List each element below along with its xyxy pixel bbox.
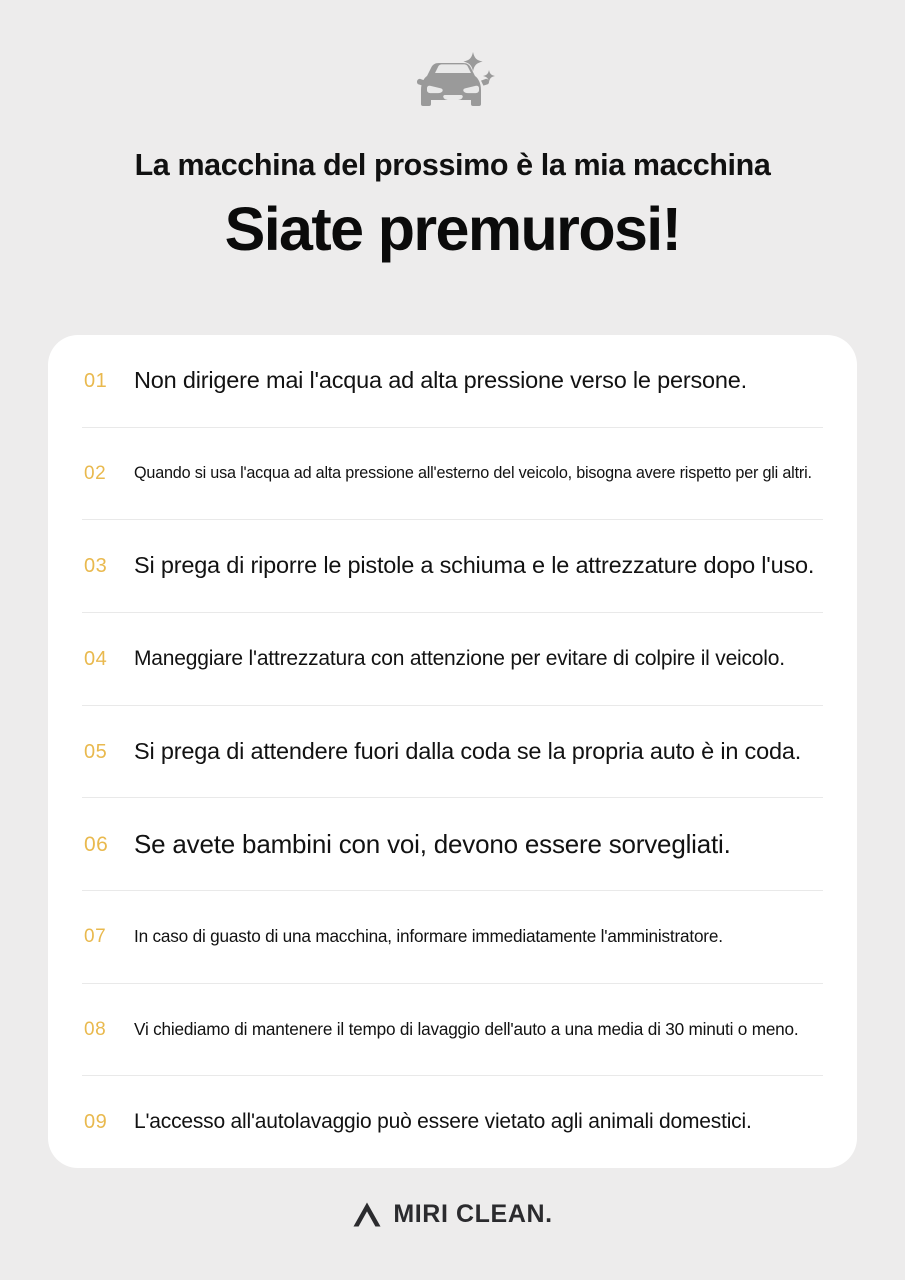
sparkling-car-icon [405, 44, 501, 122]
rule-number: 07 [84, 926, 107, 948]
subtitle-line: La macchina del prossimo è la mia macchina [134, 148, 771, 182]
rule-text: Maneggiare l'attrezzatura con attenzione per evitare di colpire il veicolo. [134, 646, 785, 670]
rule-text: Si prega di attendere fuori dalla coda se la propria auto è in coda. [134, 737, 802, 764]
page-title: Siate premurosi! [224, 195, 681, 264]
rule-text: Si prega di riporre le pistole a schiuma e le attrezzature dopo l'uso. [134, 552, 815, 579]
rule-text: Se avete bambini con voi, devono essere sorvegliati. [134, 828, 731, 859]
rule-row [80, 520, 825, 612]
rule-text: Non dirigere mai l'acqua ad alta pressione verso le persone. [134, 367, 747, 394]
rule-row [80, 335, 825, 427]
rules-card [48, 335, 857, 1168]
rule-row [80, 706, 825, 798]
rule-number: 02 [84, 462, 107, 484]
rule-row [80, 428, 825, 520]
rule-text: In caso di guasto di una macchina, informare immediatamente l'amministratore. [134, 926, 723, 947]
rule-row [80, 1076, 825, 1168]
rule-number: 08 [84, 1019, 107, 1041]
rule-row [80, 798, 825, 890]
rule-number: 03 [84, 555, 108, 578]
brand-name: MIRI CLEAN. [393, 1200, 553, 1228]
rule-row [80, 891, 825, 983]
rule-number: 05 [84, 740, 108, 763]
rule-number: 09 [84, 1111, 108, 1134]
rule-row [80, 984, 825, 1076]
rule-number: 04 [84, 647, 108, 670]
heading-group [0, 148, 905, 263]
rule-number: 01 [84, 369, 108, 392]
rule-text: Vi chiediamo di mantenere il tempo di lavaggio dell'auto a una media di 30 minuti o meno. [134, 1018, 799, 1039]
rule-row [80, 613, 825, 705]
rule-text: Quando si usa l'acqua ad alta pressione all'esterno del veicolo, bisogna avere rispetto per gli altri. [134, 464, 812, 483]
rule-number: 06 [84, 832, 109, 856]
footer-brand [0, 1200, 905, 1229]
rule-text: L'accesso all'autolavaggio può essere vietato agli animali domestici. [134, 1110, 752, 1134]
triangle-peak-icon [352, 1201, 382, 1228]
